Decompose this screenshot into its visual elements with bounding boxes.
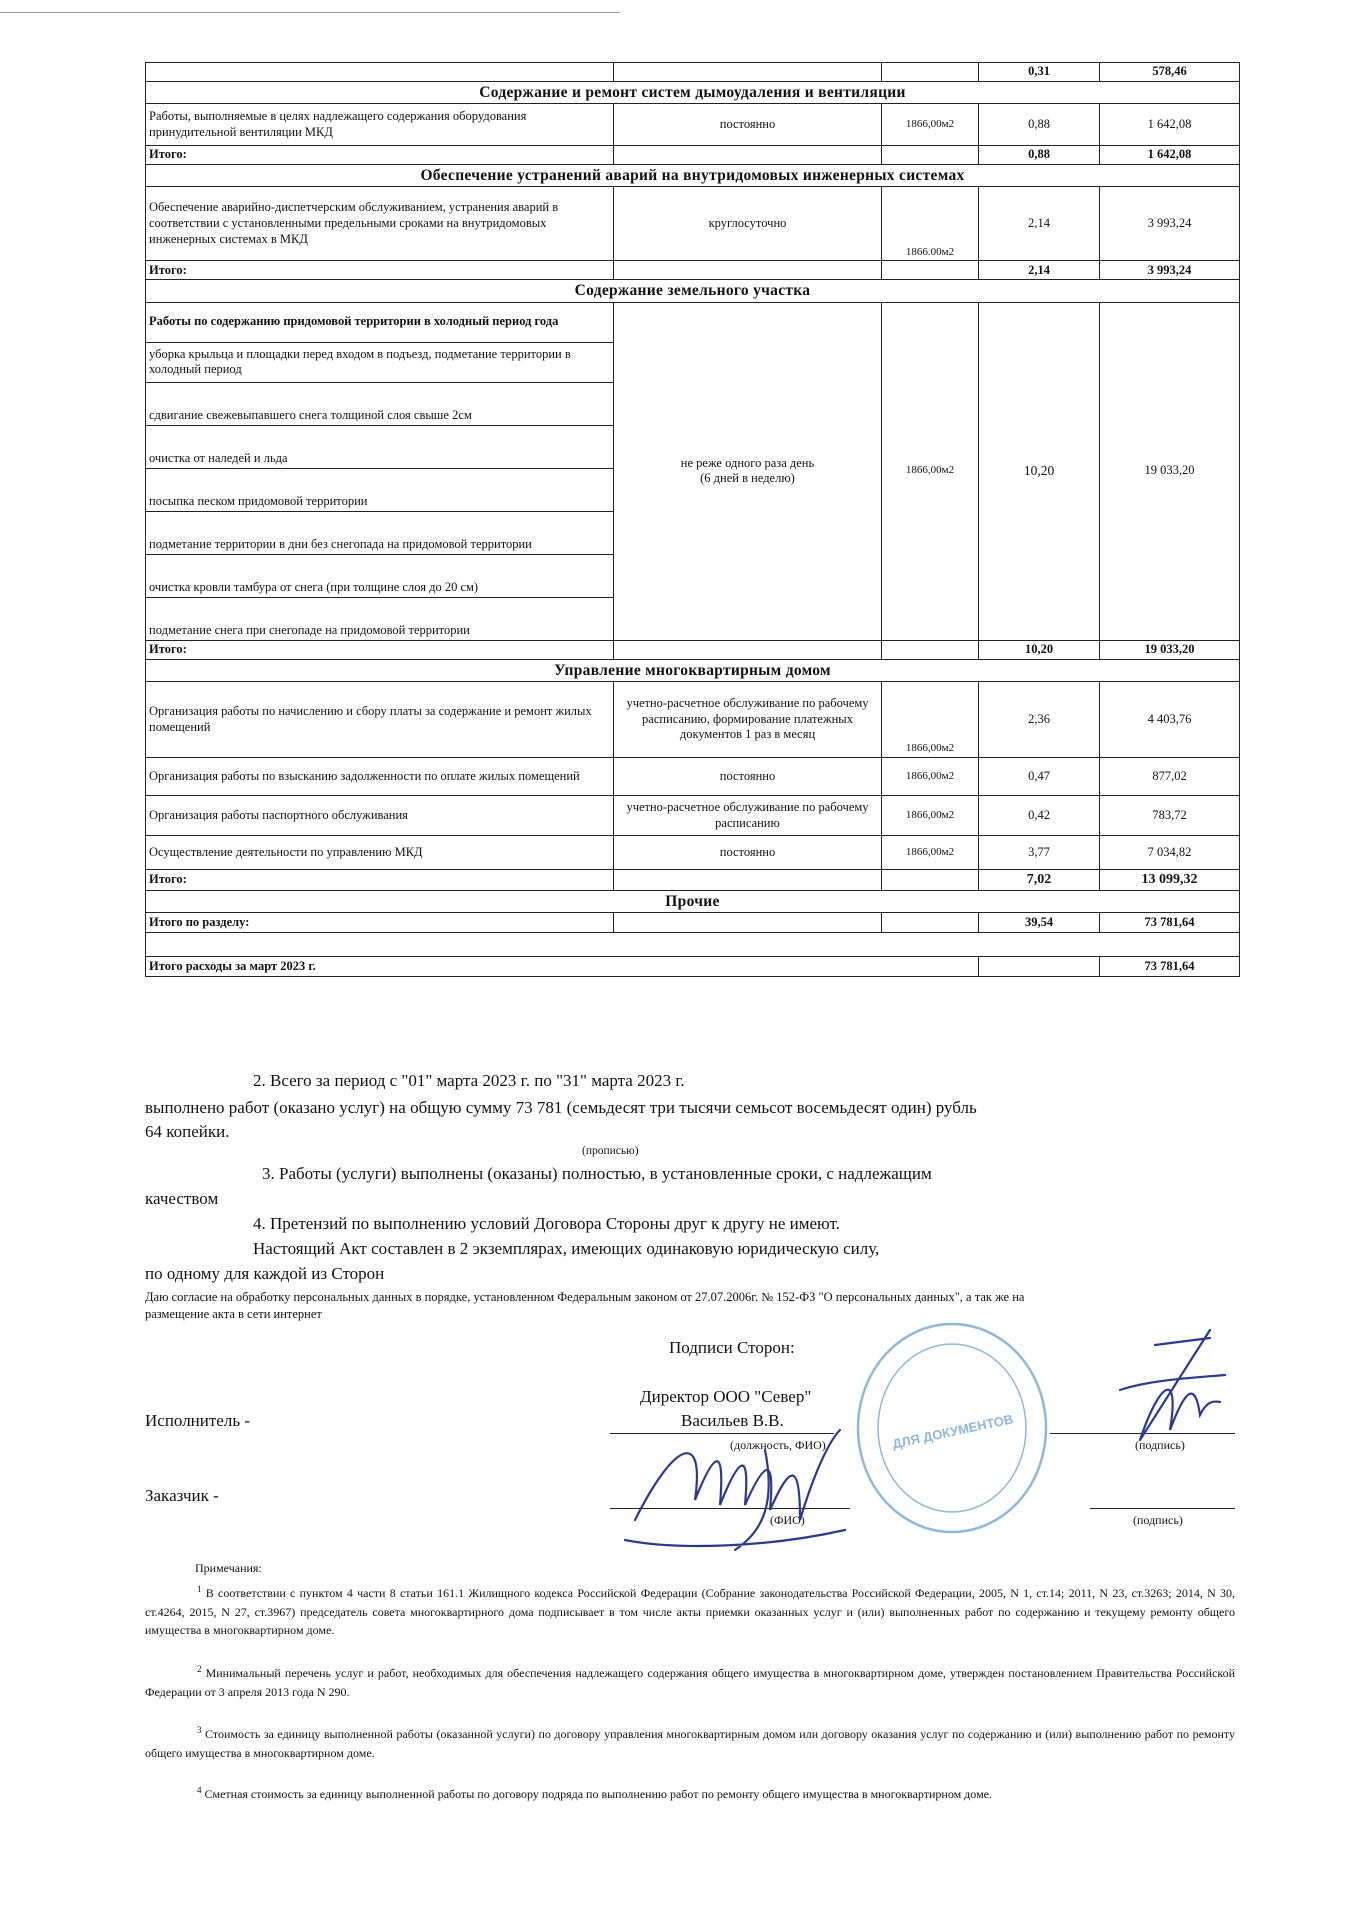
unit-cell: 1866,00м2	[882, 682, 979, 758]
unit-cell: 1866,00м2	[882, 302, 979, 640]
services-table	[145, 62, 1240, 977]
executor-name: Васильев В.В.	[681, 1411, 784, 1430]
grand-total-row	[146, 957, 1240, 977]
grand-total-label: Итого расходы за март 2023 г.	[146, 957, 882, 977]
period-cell: постоянно	[614, 836, 882, 870]
unit-cell: 1866,00м2	[882, 836, 979, 870]
sum-cell: 3 993,24	[1100, 261, 1240, 280]
period-line: (6 дней в неделю)	[700, 471, 795, 486]
total-row	[146, 261, 1240, 280]
sum-cell: 1 642,08	[1100, 146, 1240, 165]
total-row	[146, 146, 1240, 165]
executor-label: Исполнитель -	[145, 1411, 250, 1430]
executor-signature	[1060, 1320, 1230, 1460]
table-row	[146, 104, 1240, 146]
footnote-3	[145, 1724, 1235, 1762]
table-row	[146, 836, 1240, 870]
rate-cell: 2,14	[979, 187, 1100, 261]
sum-cell: 13 099,32	[1100, 870, 1240, 891]
sum-cell: 1 642,08	[1100, 104, 1240, 146]
customer-label: Заказчик -	[145, 1486, 219, 1505]
total-row	[146, 870, 1240, 891]
total-label: Итого:	[146, 146, 614, 165]
sign-caption: (подпись)	[1135, 1438, 1185, 1452]
unit-cell: 1866,00м2	[882, 104, 979, 146]
table-row	[146, 758, 1240, 796]
unit-cell: 1866,00м2	[882, 796, 979, 836]
work-cell: уборка крыльца и площадки перед входом в подъезд, подметание территории в холодный период	[146, 342, 614, 382]
section-total-row	[146, 913, 1240, 933]
empty-row	[146, 933, 1240, 957]
paragraph-5-line2: по одному для каждой из Сторон	[145, 1264, 385, 1283]
section-title-management: Управление многоквартирным домом	[146, 659, 1240, 681]
rate-cell: 0,31	[979, 63, 1100, 82]
footnote-4	[145, 1784, 1235, 1804]
paragraph-4: 4. Претензий по выполнению условий Договора Стороны друг к другу не имеют.	[253, 1214, 840, 1233]
section-title-ventilation: Содержание и ремонт систем дымоудаления и вентиляции	[146, 81, 1240, 103]
customer-caption: (ФИО)	[770, 1513, 805, 1527]
work-cell: очистка от наледей и льда	[146, 425, 614, 468]
sum-cell: 19 033,20	[1100, 640, 1240, 659]
footnote-2	[145, 1663, 1235, 1701]
work-cell: подметание территории в дни без снегопада на придомовой территории	[146, 511, 614, 554]
paragraph-5: Настоящий Акт составлен в 2 экземплярах, имеющих одинаковую юридическую силу,	[253, 1239, 880, 1258]
propis-caption: (прописью)	[582, 1145, 639, 1157]
sum-cell: 73 781,64	[1100, 913, 1240, 933]
footnote-text: В соответствии с пунктом 4 части 8 статьи 161.1 Жилищного кодекса Российской Федерации (Собрание законодательства Российской Федерации, 2005, N 1, ст.14; 2011, N 23, ст.3263; 2014, N 30, ст.4264, 2015, N 27, ст.3967) председатель совета многоквартирного дома подписывает в том числе акты приемки оказанных услуг и (или) выполненных работ по содержанию и текущему ремонту общего имущества в многоквартирном доме.	[145, 1586, 1236, 1638]
signatures-title: Подписи Сторон:	[669, 1338, 795, 1357]
sum-cell: 783,72	[1100, 796, 1240, 836]
period-cell: круглосуточно	[614, 187, 882, 261]
unit-cell: 1866,00м2	[882, 758, 979, 796]
paragraph-3: 3. Работы (услуги) выполнены (оказаны) полностью, в установленные сроки, с надлежащим	[262, 1164, 932, 1183]
work-cell: сдвигание свежевыпавшего снега толщиной слоя свыше 2см	[146, 382, 614, 425]
rate-cell: 0,88	[979, 146, 1100, 165]
customer-sign-caption: (подпись)	[1133, 1513, 1183, 1527]
rate-cell: 39,54	[979, 913, 1100, 933]
total-label: Итого:	[146, 261, 614, 280]
sum-cell: 19 033,20	[1100, 302, 1240, 640]
paragraph-2-line3: 64 копейки.	[145, 1122, 230, 1141]
section-title-land: Содержание земельного участка	[146, 280, 1240, 302]
period-cell	[614, 302, 882, 640]
table-row	[146, 63, 1240, 82]
rate-cell: 0,47	[979, 758, 1100, 796]
work-cell: Организация работы по начислению и сбору платы за содержание и ремонт жилых помещений	[146, 682, 614, 758]
work-cell: подметание снега при снегопаде на придомовой территории	[146, 597, 614, 640]
table-row	[146, 796, 1240, 836]
consent-line2: размещение акта в сети интернет	[145, 1307, 322, 1321]
work-cell: Организация работы по взысканию задолженности по оплате жилых помещений	[146, 758, 614, 796]
paragraph-2: 2. Всего за период с "01" марта 2023 г. по "31" марта 2023 г.	[253, 1071, 685, 1090]
sum-cell: 3 993,24	[1100, 187, 1240, 261]
rate-cell: 2,14	[979, 261, 1100, 280]
stamp-seal	[852, 1318, 1052, 1538]
footnote-number: 4	[197, 1785, 202, 1795]
rate-cell: 7,02	[979, 870, 1100, 891]
paragraph-2-line2: выполнено работ (оказано услуг) на общую сумму 73 781 (семьдесят три тысячи семьсот восемьдесят один) рубль	[145, 1098, 977, 1117]
sum-cell: 578,46	[1100, 63, 1240, 82]
customer-signature	[615, 1410, 865, 1560]
unit-cell: 1866.00м2	[882, 187, 979, 261]
rate-cell: 0,88	[979, 104, 1100, 146]
sum-cell: 877,02	[1100, 758, 1240, 796]
total-row	[146, 640, 1240, 659]
footnote-text: Минимальный перечень услуг и работ, необходимых для обеспечения надлежащего содержания общего имущества в многоквартирном доме, утвержден постановлением Правительства Российской Федерации от 3 апреля 2013 года N 290.	[145, 1666, 1235, 1699]
rate-cell: 10,20	[979, 640, 1100, 659]
rate-cell: 10,20	[979, 302, 1100, 640]
work-cell: Осуществление деятельности по управлению МКД	[146, 836, 614, 870]
paragraph-3-line2: качеством	[145, 1189, 219, 1208]
grand-total-sum: 73 781,64	[1100, 957, 1240, 977]
work-cell: Обеспечение аварийно-диспетчерским обслуживанием, устранения аварий в соответствии с установленными предельными сроками на внутридомовых инженерных системах в МКД	[146, 187, 614, 261]
work-group-heading: Работы по содержанию придомовой территории в холодный период года	[146, 302, 614, 342]
period-cell: учетно-расчетное обслуживание по рабочему расписанию	[614, 796, 882, 836]
customer-sign-line	[1090, 1508, 1235, 1509]
total-label: Итого:	[146, 870, 614, 891]
work-cell: очистка кровли тамбура от снега (при толщине слоя до 20 см)	[146, 554, 614, 597]
work-cell: посыпка песком придомовой территории	[146, 468, 614, 511]
rate-cell: 2,36	[979, 682, 1100, 758]
footnote-text: Сметная стоимость за единицу выполненной работы по договору подряда по выполнению работ по ремонту общего имущества в многоквартирном доме.	[204, 1787, 992, 1801]
scan-top-line	[0, 12, 620, 13]
section-title-emergency: Обеспечение устранений аварий на внутридомовых инженерных системах	[146, 165, 1240, 187]
footnote-number: 1	[197, 1584, 202, 1594]
footnote-text: Стоимость за единицу выполненной работы (оказанной услуги) по договору управления многоквартирным домом или договору оказания услуг по содержанию и (или) выполнению работ по ремонту общего имущества в многоквартирном доме.	[145, 1727, 1235, 1760]
notes-title: Примечания:	[195, 1561, 262, 1575]
executor-position: Директор ООО "Север"	[640, 1387, 812, 1406]
period-cell: постоянно	[614, 104, 882, 146]
footnote-number: 2	[197, 1664, 202, 1674]
total-label: Итого:	[146, 640, 614, 659]
work-cell: Организация работы паспортного обслуживания	[146, 796, 614, 836]
consent-line1: Даю согласие на обработку персональных данных в порядке, установленном Федеральным законом от 27.07.2006г. № 152-ФЗ "О персональных данных", а так же на	[145, 1290, 1025, 1304]
section-title-other: Прочие	[146, 890, 1240, 912]
period-cell: постоянно	[614, 758, 882, 796]
table-row	[146, 682, 1240, 758]
footnote-number: 3	[197, 1725, 202, 1735]
rate-cell: 0,42	[979, 796, 1100, 836]
sum-cell: 7 034,82	[1100, 836, 1240, 870]
stamp-text: ДЛЯ ДОКУМЕНТОВ	[890, 1411, 1015, 1452]
sum-cell: 4 403,76	[1100, 682, 1240, 758]
period-line: не реже одного раза день	[680, 455, 815, 470]
total-label: Итого по разделу:	[146, 913, 614, 933]
table-row	[146, 187, 1240, 261]
footnote-1	[145, 1583, 1235, 1640]
rate-cell: 3,77	[979, 836, 1100, 870]
executor-caption: (должность, ФИО)	[730, 1438, 826, 1452]
table-row	[146, 302, 1240, 342]
work-cell: Работы, выполняемые в целях надлежащего содержания оборудования принудительной вентиляции МКД	[146, 104, 614, 146]
period-cell: учетно-расчетное обслуживание по рабочему расписанию, формирование платежных документов 1 раз в месяц	[614, 682, 882, 758]
